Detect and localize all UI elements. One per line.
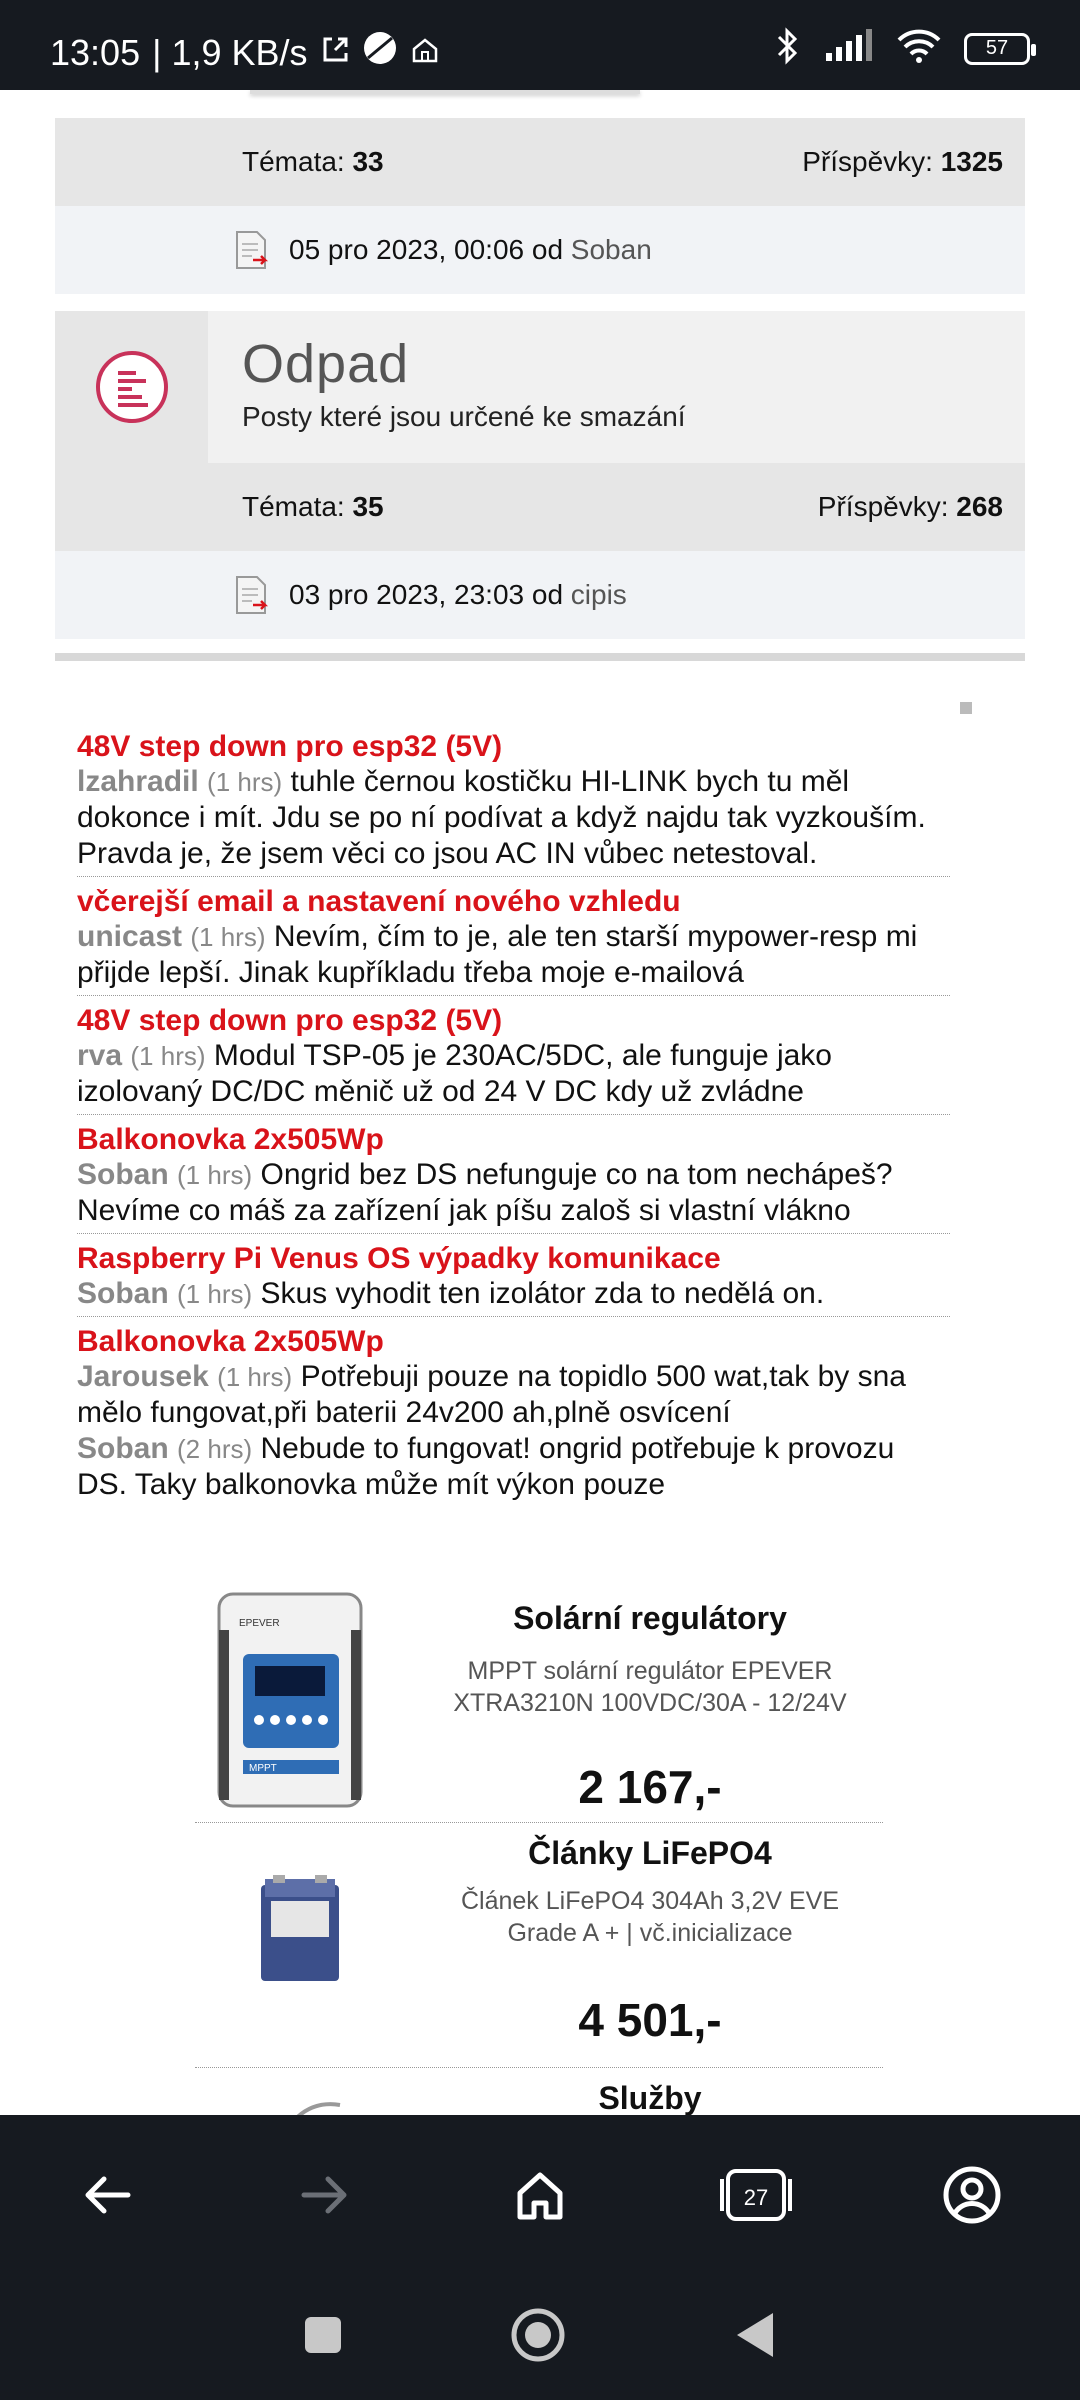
system-back-button[interactable] (733, 2311, 777, 2364)
post-author[interactable]: Soban (77, 1277, 169, 1310)
forum-prev-last-post[interactable]: 05 pro 2023, 00:06 od Soban (55, 206, 1025, 294)
post-title[interactable]: 48V step down pro esp32 (5V) (77, 730, 503, 763)
list-item[interactable]: Balkonovka 2x505Wp Jarousek (1 hrs) Potřebuji pouze na topidlo 500 wat,tak by sna mělo fungovat,při baterii 24v200 ah,plně osvícení Soban (2 hrs) Nebude to fungovat! ongrid potřebuje k provozu DS. Taky balkonovka může mít výkon pouze (77, 1325, 950, 1507)
forum-prev-stats: Témata: 33 Příspěvky: 1325 (55, 118, 1025, 206)
home-button[interactable] (495, 2150, 585, 2240)
last-post-author[interactable]: cipis (570, 579, 627, 610)
forward-button[interactable] (279, 2150, 369, 2240)
topics-count: 35 (352, 491, 384, 522)
product-brand-label: EPEVER (239, 1618, 280, 1629)
product-category[interactable]: Solární regulátory (513, 1600, 787, 1636)
scroll-marker (960, 702, 972, 714)
tab-count: 27 (743, 2185, 769, 2210)
external-link-icon (320, 32, 350, 74)
post-author[interactable]: Soban (77, 1432, 169, 1465)
browser-toolbar (0, 2115, 1080, 2275)
tabs-button[interactable] (711, 2150, 801, 2240)
product-description[interactable]: MPPT solární regulátor EPEVER XTRA3210N 100VDC/30A - 12/24V (453, 1657, 847, 1717)
back-button[interactable] (63, 2150, 153, 2240)
post-author[interactable]: lzahradil (77, 765, 199, 798)
product-card[interactable] (195, 1835, 883, 2068)
recents-button[interactable] (303, 2315, 343, 2360)
product-image[interactable] (255, 1875, 345, 1990)
product-image[interactable] (290, 2095, 350, 2115)
forum-description: Posty které jsou určené ke smazání (242, 401, 686, 432)
forum-odpad-stats: Témata: 35 Příspěvky: 268 (55, 463, 1025, 551)
bluetooth-icon (772, 26, 802, 71)
post-author[interactable]: Soban (77, 1158, 169, 1191)
product-card[interactable] (195, 2080, 883, 2115)
section-divider (55, 653, 1025, 661)
post-author[interactable]: unicast (77, 920, 183, 953)
last-post-icon (235, 230, 269, 270)
forum-odpad-last-post[interactable]: 03 pro 2023, 23:03 od cipis (55, 551, 1025, 639)
product-image[interactable] (215, 1590, 365, 1815)
product-card[interactable] (195, 1590, 883, 1823)
forum-odpad[interactable] (55, 311, 1025, 463)
product-category[interactable]: Služby (598, 2080, 702, 2115)
post-author[interactable]: rva (77, 1039, 123, 1072)
tabs-icon (720, 2163, 792, 2227)
post-title[interactable]: Balkonovka 2x505Wp (77, 1123, 384, 1156)
account-icon (942, 2165, 1002, 2225)
forum-title[interactable]: Odpad (242, 334, 410, 394)
home-icon (512, 2167, 568, 2223)
battery-indicator: 57 (964, 33, 1030, 65)
system-home-button[interactable] (510, 2307, 566, 2368)
page-content (0, 90, 1080, 2115)
account-button[interactable] (927, 2150, 1017, 2240)
product-price: 2 167,- (578, 1761, 722, 1813)
square-icon (303, 2315, 343, 2355)
arrow-right-icon (296, 2167, 352, 2223)
list-item[interactable]: 48V step down pro esp32 (5V) lzahradil (1 hrs) tuhle černou kostičku HI-LINK bych tu měl dokonce i mít. Jdu se po ní podívat a když najdu tak vyzkouším. Pravda je, že jsem věci co jsou AC IN vůbec netestoval. (77, 730, 950, 877)
list-item[interactable]: 48V step down pro esp32 (5V) rva (1 hrs) Modul TSP-05 je 230AC/5DC, ale funguje jako izolovaný DC/DC měnič už od 24 V DC kdy už zvládne (77, 1004, 950, 1115)
product-category[interactable]: Články LiFePO4 (528, 1835, 772, 1871)
wifi-icon (896, 28, 942, 69)
list-item[interactable]: Balkonovka 2x505Wp Soban (1 hrs) Ongrid bez DS nefunguje co na tom nechápeš? Nevíme co máš za zařízení jak píšu zaloš si vlastní vlákno (77, 1123, 950, 1234)
list-item[interactable]: Raspberry Pi Venus OS výpadky komunikace Soban (1 hrs) Skus vyhodit ten izolátor zda to nedělá on. (77, 1242, 950, 1317)
triangle-back-icon (733, 2311, 777, 2359)
circle-slash-icon (362, 30, 398, 75)
forum-list-icon (94, 349, 170, 425)
post-title[interactable]: Balkonovka 2x505Wp (77, 1325, 384, 1358)
last-post-author[interactable]: Soban (570, 234, 652, 265)
system-navigation (0, 2275, 1080, 2400)
posts-count: 1325 (940, 146, 1003, 177)
clock: 13:05 (50, 31, 141, 73)
network-speed: | 1,9 KB/s (152, 31, 308, 73)
arrow-left-icon (80, 2167, 136, 2223)
status-bar (0, 0, 1080, 90)
post-title[interactable]: včerejší email a nastavení nového vzhledu (77, 885, 681, 918)
home-small-icon (410, 32, 440, 74)
recent-posts (77, 730, 950, 1615)
product-description[interactable]: Článek LiFePO4 304Ah 3,2V EVE Grade A + | vč.inicializace (460, 1887, 839, 1947)
circle-icon (510, 2307, 566, 2363)
post-title[interactable]: Raspberry Pi Venus OS výpadky komunikace (77, 1242, 721, 1275)
list-item[interactable]: včerejší email a nastavení nového vzhledu unicast (1 hrs) Nevím, čím to je, ale ten starší mypower-resp mi přijde lepší. Jinak kupříkladu třeba moje e-mailová (77, 885, 950, 996)
post-title[interactable]: 48V step down pro esp32 (5V) (77, 1004, 503, 1037)
post-author[interactable]: Jarousek (77, 1360, 209, 1393)
topics-count: 33 (352, 146, 384, 177)
signal-icon (824, 29, 874, 68)
product-model-label: MPPT (249, 1763, 277, 1774)
posts-count: 268 (956, 491, 1003, 522)
last-post-icon (235, 575, 269, 615)
product-price: 4 501,- (578, 1994, 722, 2046)
